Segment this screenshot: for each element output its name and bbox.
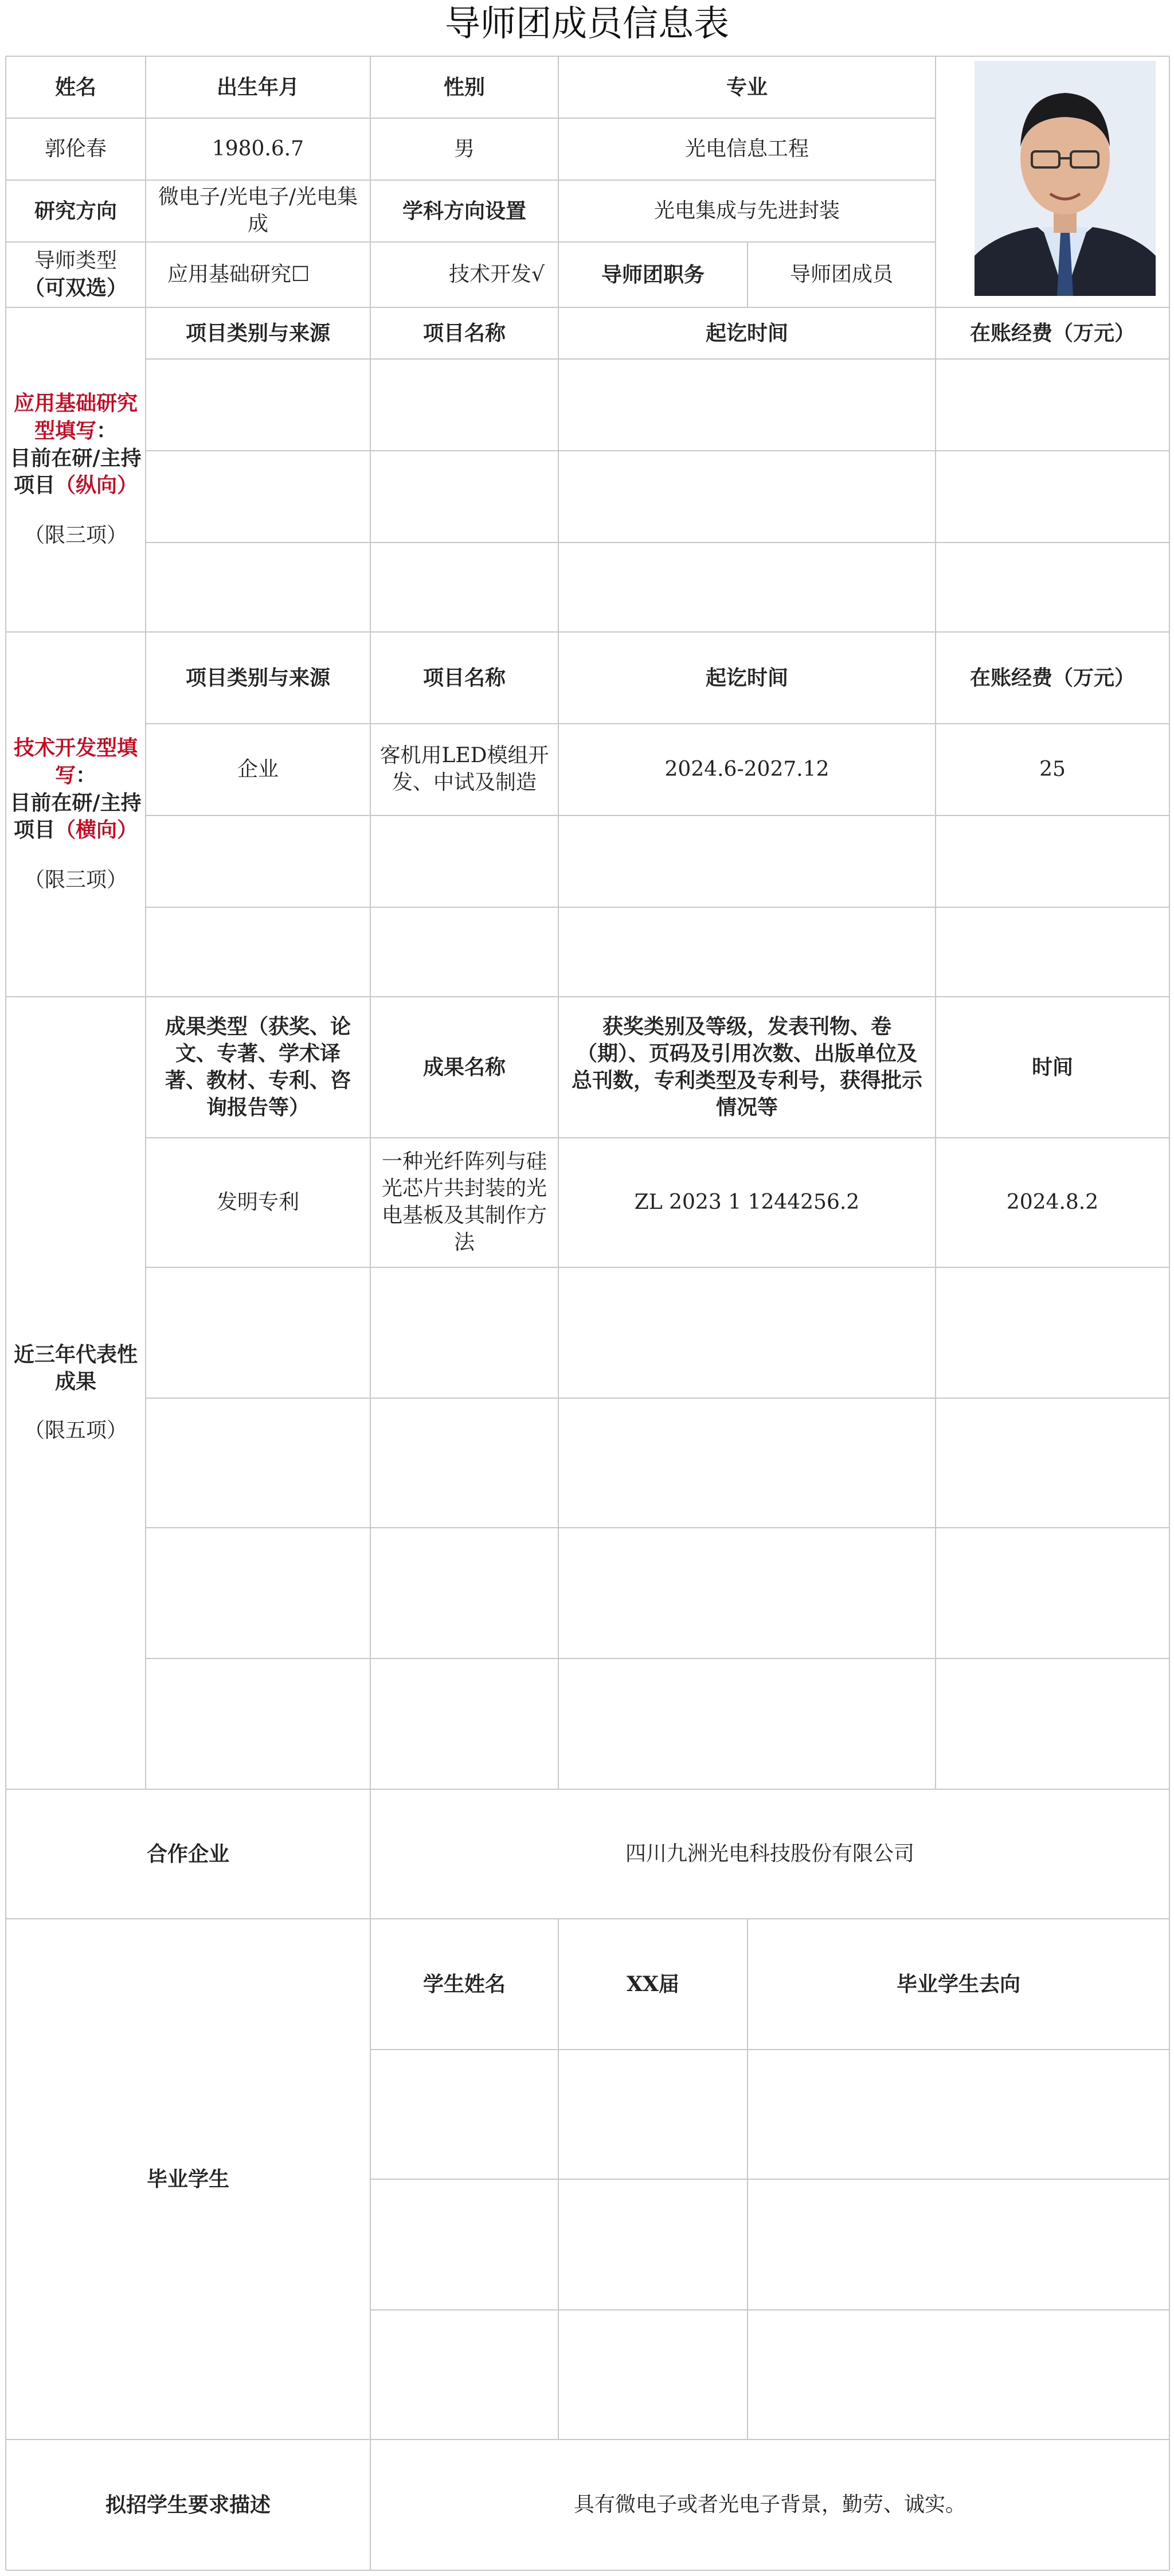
achievements-section-label: [6, 997, 146, 1789]
achievement-row1-date: 2024.8.2: [1006, 1190, 1099, 1214]
major-label: 专业: [726, 75, 768, 99]
tech-section-label: [6, 632, 146, 997]
name-label: 姓名: [54, 75, 96, 99]
applied-header-name: 项目名称: [422, 321, 506, 345]
graduates-label: 毕业学生: [146, 2167, 229, 2191]
tech-row1-period: 2024.6-2027.12: [664, 757, 829, 781]
tech-limit: （限三项）: [24, 868, 127, 892]
research-value: 微电子/光电子/光电集成: [158, 185, 358, 236]
applied-header-period: 起讫时间: [705, 321, 788, 345]
birth-label: 出生年月: [216, 75, 299, 99]
grid-line: [146, 542, 1169, 543]
page-title: 导师团成员信息表: [444, 2, 729, 44]
tech-label-colon: ：: [76, 763, 97, 787]
mentor-type-option-tech: 技术开发√: [449, 262, 545, 286]
mentor-type-label-line1: 导师类型: [34, 249, 117, 273]
partner-label: 合作企业: [146, 1841, 229, 1866]
achievements-header-type: 成果类型（获奖、论文、专著、学术译著、教材、专利、咨询报告等）: [165, 1014, 351, 1119]
grid-line: [146, 1398, 1169, 1399]
partner-value: 四川九洲光电科技股份有限公司: [625, 1841, 914, 1865]
achievements-limit: （限五项）: [24, 1419, 127, 1443]
grid-line: [1169, 56, 1170, 2570]
mentor-type-label: [6, 242, 146, 307]
grid-line: [146, 907, 1169, 908]
grid-line: [146, 1658, 1169, 1659]
member-photo: [975, 61, 1156, 296]
tech-header-source: 项目类别与来源: [185, 665, 330, 690]
graduates-header-destination: 毕业学生去向: [896, 1972, 1020, 1996]
applied-header-source: 项目类别与来源: [185, 321, 330, 345]
graduates-header-class: XX届: [627, 1972, 679, 1996]
grid-line: [370, 2309, 1169, 2310]
grid-line: [146, 450, 1169, 451]
requirements-value: 具有微电子或者光电子背景，勤劳、诚实。: [573, 2492, 966, 2516]
grid-line: [370, 2179, 1169, 2180]
applied-label-type: 应用基础研究型填写: [13, 391, 138, 443]
tech-label-projects: 目前在研/主持项目: [10, 790, 142, 842]
tech-row1-funds: 25: [1039, 757, 1066, 781]
gender-label: 性别: [443, 75, 485, 99]
graduates-header-name: 学生姓名: [422, 1972, 506, 1996]
tech-label-horizontal: （横向）: [55, 818, 138, 842]
applied-header-funds: 在账经费（万元）: [969, 321, 1135, 345]
achievement-row1-detail: ZL 2023 1 1244256.2: [634, 1190, 860, 1214]
major-value: 光电信息工程: [684, 136, 809, 161]
tech-row1-name: 客机用LED模组开发、中试及制造: [379, 744, 549, 794]
applied-label-vertical: （纵向）: [55, 473, 138, 498]
tech-header-funds: 在账经费（万元）: [969, 665, 1135, 690]
tech-header-name: 项目名称: [422, 665, 506, 690]
achievements-header-detail: 获奖类别及等级，发表刊物、卷（期）、页码及引用次数、出版单位及总刊数，专利类型及专利号，获得批示情况等: [571, 1014, 922, 1119]
achievements-header-name: 成果名称: [422, 1055, 506, 1079]
mentor-type-option-basic: 应用基础研究☐: [167, 262, 310, 286]
achievement-row1-type: 发明专利: [216, 1190, 299, 1214]
applied-section-label: [6, 307, 146, 632]
applied-label-projects: 目前在研/主持项目: [10, 446, 142, 498]
applied-limit: （限三项）: [24, 524, 127, 548]
tech-label-type: 技术开发型填写: [13, 736, 138, 787]
achievement-row1-name: 一种光纤阵列与硅光芯片共封装的光电基板及其制作方法: [381, 1150, 547, 1254]
birth-value: 1980.6.7: [212, 136, 304, 161]
achievements-label: 近三年代表性成果: [13, 1342, 138, 1394]
mentor-type-label-line2: （可双选）: [24, 276, 127, 300]
duty-value: 导师团成员: [789, 262, 893, 286]
discipline-value: 光电集成与先进封装: [653, 198, 840, 223]
achievements-header-date: 时间: [1031, 1055, 1073, 1079]
tech-row1-source: 企业: [237, 757, 279, 781]
tech-header-period: 起讫时间: [705, 665, 788, 690]
applied-label-colon: ：: [96, 418, 118, 443]
research-label: 研究方向: [34, 198, 117, 223]
discipline-label: 学科方向设置: [402, 198, 526, 223]
name-value: 郭伦春: [44, 136, 107, 161]
requirements-label: 拟招学生要求描述: [105, 2492, 271, 2517]
gender-value: 男: [453, 136, 475, 161]
grid-line: [146, 1527, 1169, 1528]
duty-label: 导师团职务: [601, 262, 705, 287]
